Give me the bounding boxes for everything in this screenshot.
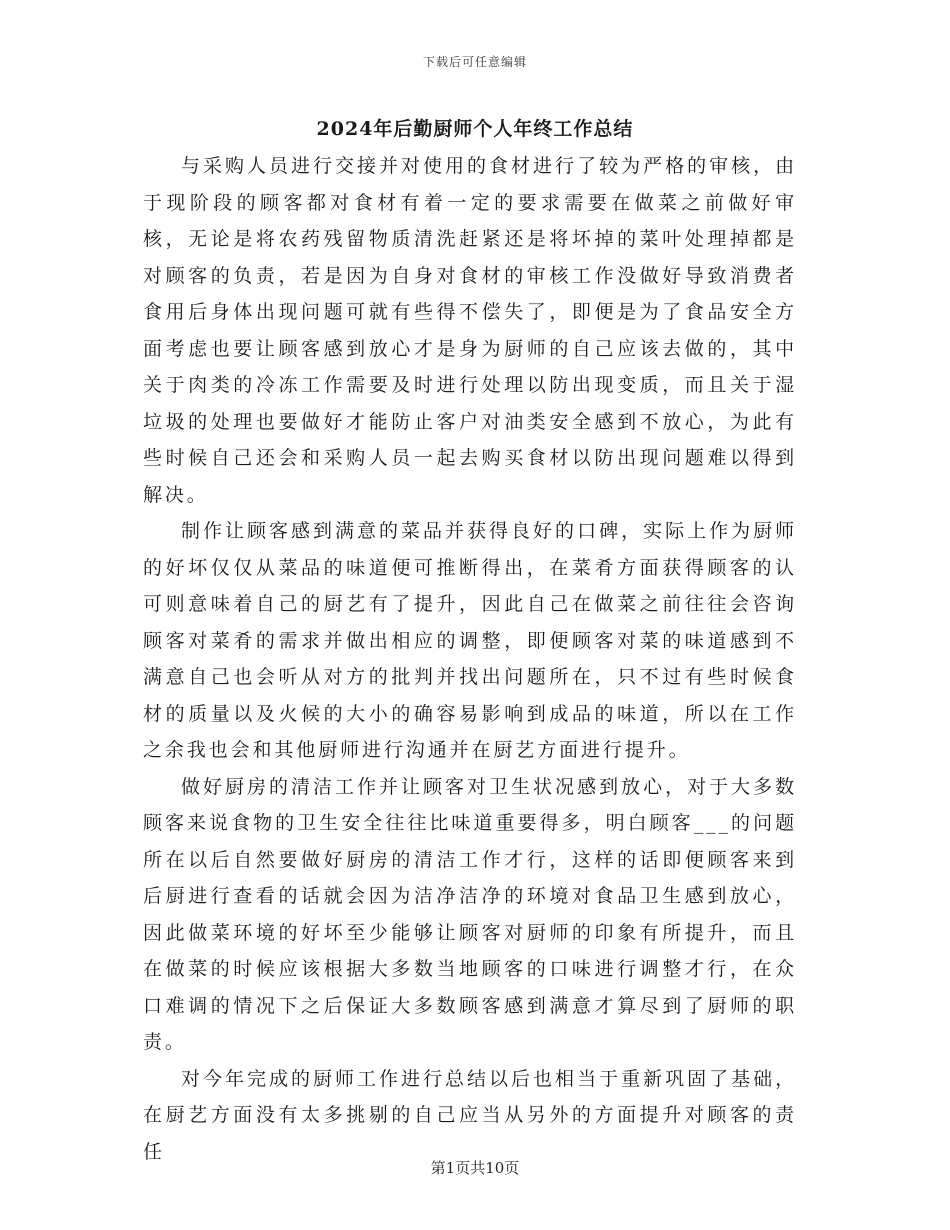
page-number: 第1页共10页 bbox=[430, 1159, 520, 1177]
document-title: 2024年后勤厨师个人年终工作总结 bbox=[316, 118, 634, 140]
paragraph-1: 与采购人员进行交接并对使用的食材进行了较为严格的审核，由于现阶段的顾客都对食材有着一定的要求需要在做菜之前做好审核，无论是将农药残留物质清洗赶紧还是将坏掉的菜叶处理掉都是对顾客的负责，若是因为自身对食材的审核工作没做好导致消费者食用后身体出现问题可就有些得不偿失了，即便是为了食品安全方面考虑也要让顾客感到放心才是身为厨师的自己应该去做的，其中关于肉类的冷冻工作需要及时进行处理以防出现变质，而且关于湿垃圾的处理也要做好才能防止客户对油类安全感到不放心，为此有些时候自己还会和采购人员一起去购买食材以防出现问题难以得到解决。 bbox=[143, 155, 797, 506]
paragraph-3: 做好厨房的清洁工作并让顾客对卫生状况感到放心，对于大多数顾客来说食物的卫生安全往往比味道重要得多，明白顾客___的问题所在以后自然要做好厨房的清洁工作才行，这样的话即便顾客来到后厨进行查看的话就会因为洁净洁净的环境对食品卫生感到放心，因此做菜环境的好坏至少能够让顾客对厨师的印象有所提升，而且在做菜的时候应该根据大多数当地顾客的口味进行调整才行，在众口难调的情况下之后保证大多数顾客感到满意才算尽到了厨师的职责。 bbox=[143, 775, 797, 1053]
document-body bbox=[143, 148, 797, 1170]
paragraph-4: 对今年完成的厨师工作进行总结以后也相当于重新巩固了基础，在厨艺方面没有太多挑剔的自己应当从另外的方面提升对顾客的责任 bbox=[143, 1067, 797, 1163]
paragraph-2: 制作让顾客感到满意的菜品并获得良好的口碑，实际上作为厨师的好坏仅仅从菜品的味道便可推断得出，在菜肴方面获得顾客的认可则意味着自己的厨艺有了提升，因此自己在做菜之前往往会咨询顾客对菜肴的需求并做出相应的调整，即便顾客对菜的味道感到不满意自己也会听从对方的批判并找出问题所在，只不过有些时候食材的质量以及火候的大小的确容易影响到成品的味道，所以在工作之余我也会和其他厨师进行沟通并在厨艺方面进行提升。 bbox=[143, 520, 797, 761]
page-header-note: 下载后可任意编辑 bbox=[422, 55, 527, 69]
